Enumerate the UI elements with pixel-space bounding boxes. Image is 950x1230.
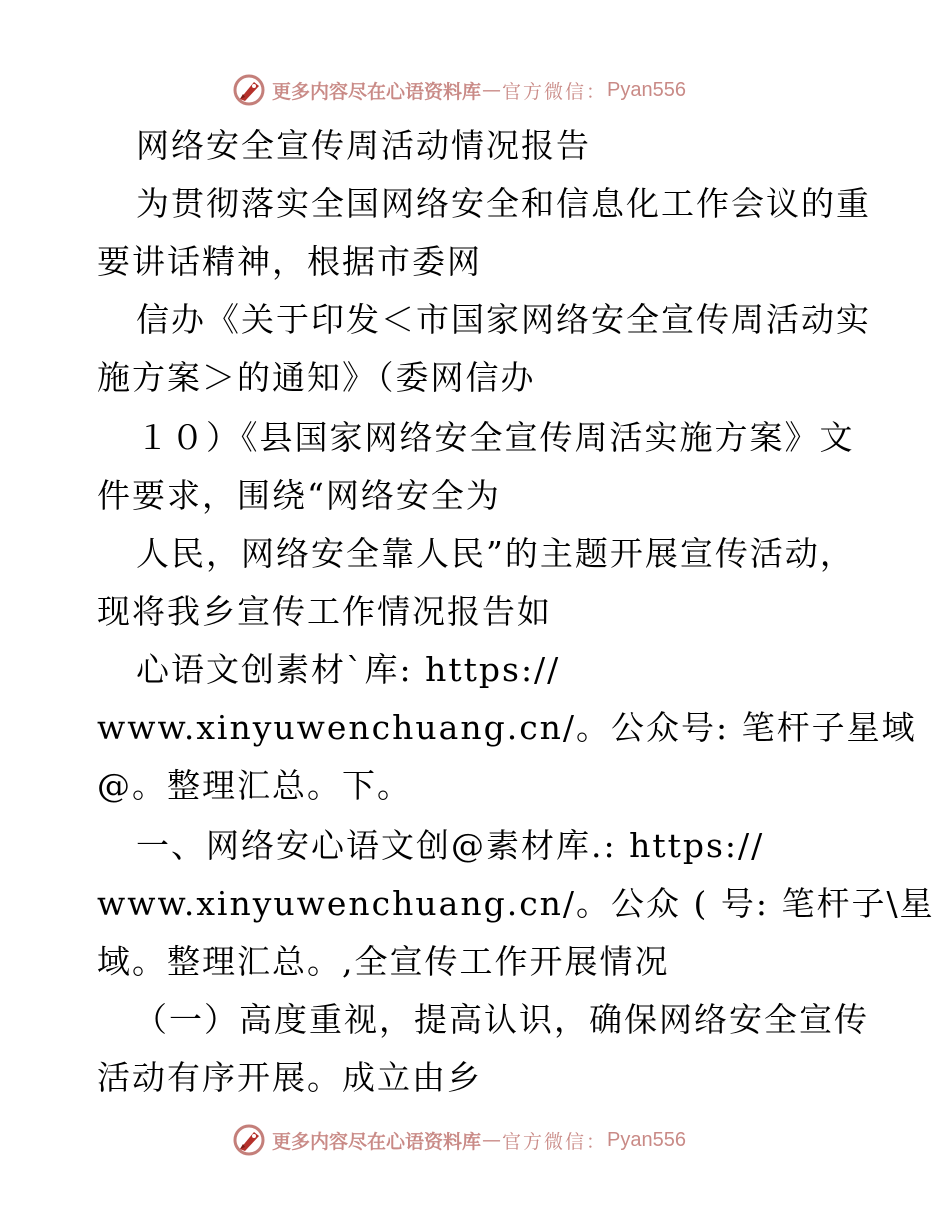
document-title: 网络安全宣传周活动情况报告 (136, 126, 591, 165)
paragraph-line: 施方案＞的通知》（委网信办 (97, 358, 536, 397)
section-heading: 一、网络安心语文创@素材库.: https:// (136, 826, 765, 865)
paragraph-line: 件要求，围绕“网络安全为 (97, 476, 501, 515)
paragraph-line: 活动有序开展。成立由乡 (97, 1058, 482, 1097)
banner-wechat-id: Pyan556 (607, 78, 686, 101)
paragraph-line: 现将我乡宣传工作情况报告如 (97, 592, 552, 631)
paragraph-line: 人民，网络安全靠人民”的主题开展宣传活动， (136, 534, 855, 573)
banner-wechat-label: 官方微信： (502, 80, 608, 103)
banner-wechat-label: 官方微信： (502, 1130, 608, 1153)
paragraph-line: @。整理汇总。下。 (97, 766, 412, 805)
paragraph-line: www.xinyuwenchuang.cn/。公众 ( 号: 笔杆子\星 (97, 884, 935, 923)
paragraph-line: 域。整理汇总。,全宣传工作开展情况 (97, 942, 670, 981)
banner-text: 更多内容尽在心语资料库 (272, 80, 482, 103)
pen-nib-icon (232, 1123, 266, 1157)
paragraph-line: 要讲话精神，根据市委网 (97, 242, 482, 281)
paragraph-line: 为贯彻落实全国网络安全和信息化工作会议的重 (136, 184, 871, 223)
footer-banner (232, 1122, 752, 1158)
paragraph-line: www.xinyuwenchuang.cn/。公众号: 笔杆子星域 (97, 708, 917, 747)
banner-dash: — (482, 79, 502, 101)
subsection-heading: （一）高度重视，提高认识，确保网络安全宣传 (134, 1000, 869, 1039)
banner-dash: — (482, 1129, 502, 1151)
paragraph-line: 信办《关于印发＜市国家网络安全宣传周活动实 (136, 300, 871, 339)
paragraph-line: 心语文创素材`库: https:// (136, 650, 561, 689)
banner-text: 更多内容尽在心语资料库 (272, 1130, 482, 1153)
banner-wechat-id: Pyan556 (607, 1128, 686, 1151)
paragraph-line: １０）《县国家网络安全宣传周活实施方案》文 (136, 418, 855, 457)
